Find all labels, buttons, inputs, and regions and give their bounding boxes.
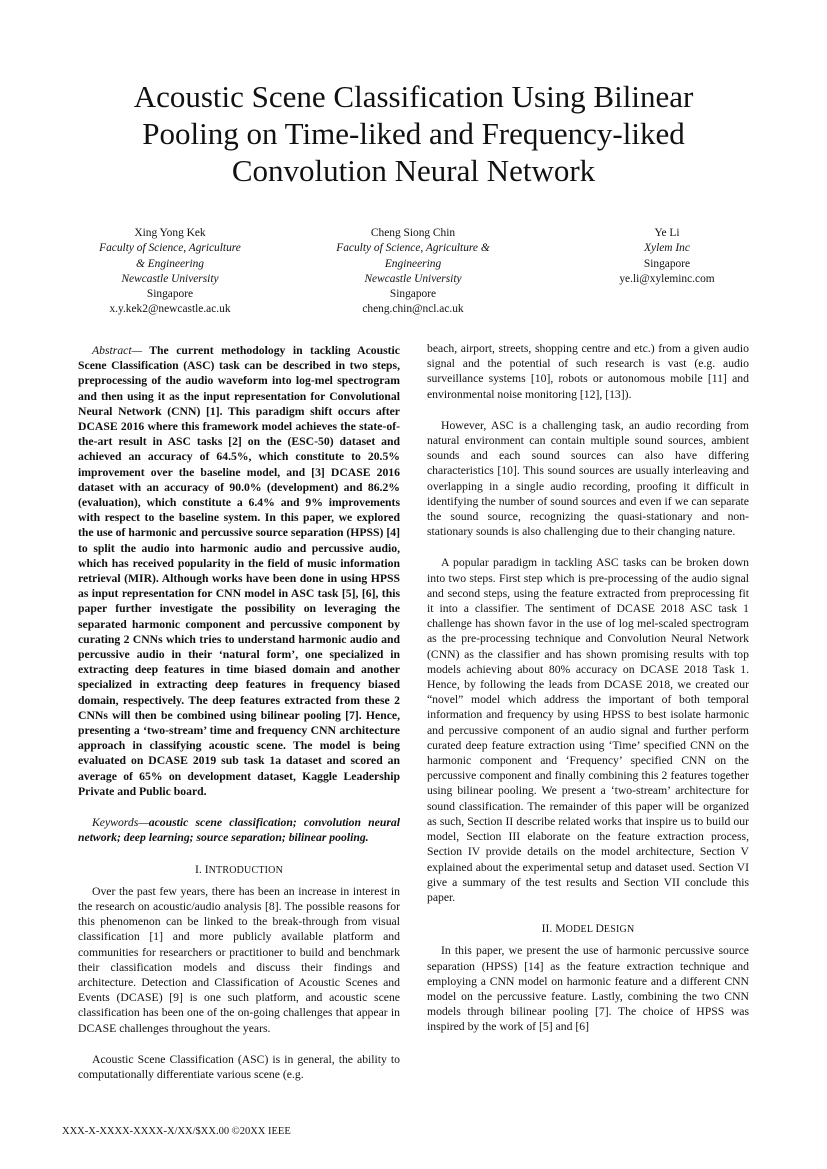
section-heading-model-design: II. MODEL DESIGN — [541, 922, 635, 936]
abstract — [78, 343, 400, 799]
abstract-label: Abstract— — [92, 344, 142, 357]
author-name: Cheng Siong Chin — [370, 227, 456, 239]
title-line-2: Pooling on Time-liked and Frequency-liked — [142, 116, 685, 151]
author-block-3 — [567, 226, 767, 287]
author-affiliation: Newcastle University — [364, 272, 462, 285]
author-affiliation: & Engineering — [135, 257, 205, 270]
author-block-2 — [313, 226, 513, 318]
intro-paragraph-2: Acoustic Scene Classification (ASC) is in general, the ability to computationally differentiate various scene (e.g. — [78, 1052, 400, 1081]
keywords-text: acoustic scene classification; convolution neural network; deep learning; source separation; bilinear pooling. — [78, 816, 400, 845]
intro-paragraph-4: A popular paradigm in tackling ASC tasks can be broken down into two steps. First step which is pre-processing of the audio signal and second steps, using the feature extracted from preprocessing fit it into a classifier. The sentiment of DCASE 2018 ASC task 1 challenge has shown favor in the use of log mel-scaled spectrogram as the pre-processing technique and Convolution Neural Network (CNN) as the classifier and has shown promising results with top models achieving about 80% accuracy on DCASE 2018 Task 1. Hence, by following the leads from DCASE 2018, we created our “novel” model which address the important of both temporal information and frequency by using HPSS to best isolate harmonic and percussive component of an audio signal and further perform curated deep feature extraction using ‘Time’ specified CNN on the harmonic component and ‘Frequency’ specified CNN on the percussive component and finally combining this 2 features together using bilinear pooling. We present a ‘two-stream’ architecture for sound classification. The remainder of this paper will be organized as such, Section II describe related works that inspire us to build our model, Section III elaborate on the feature extraction process, Section IV provide details on the model architecture, Section V explained about the experimental setup and dataset used. Section VI give a summary of the test results and Section VII conclude this paper. — [427, 556, 749, 904]
title-line-3: Convolution Neural Network — [231, 153, 596, 188]
author-affiliation: Faculty of Science, Agriculture — [99, 242, 241, 255]
author-country: Singapore — [146, 288, 194, 301]
author-email: ye.li@xyleminc.com — [619, 272, 715, 285]
keywords — [78, 815, 400, 845]
author-name: Xing Yong Kek — [134, 227, 206, 239]
intro-paragraph-continued: beach, airport, streets, shopping centre and etc.) from a given audio signal and the potential of such research is vast (e.g. audio surveillance systems [10], robots or autonomous mobile [11] and environmental noise monitoring [12], [13]). — [427, 342, 749, 401]
title-line-1: Acoustic Scene Classification Using Bilinear — [133, 79, 694, 114]
intro-paragraph-1: Over the past few years, there has been an increase in interest in the research on acoustic/audio analysis [8]. The possible reasons for this phenomenon can be linked to the break-through from visual classification [1] and more publicly available platform and communities for researchers or practitioner to build and benchmark their classification models and discuss their findings and architecture. Detection and Classification of Acoustic Scenes and Events (DCASE) [9] is one such platform, and acoustic scene classification has been one of the on-going challenges that appear in DCASE challenges throughout the years. — [78, 884, 400, 1035]
section-heading-introduction: I. INTRODUCTION — [194, 862, 284, 876]
model-design-paragraph-1: In this paper, we present the use of harmonic percussive source separation (HPSS) [14] as the feature extraction technique and employing a CNN model on harmonic feature and a different CNN model on the percussive feature. Lastly, combining the two CNN models through bilinear pooling [7]. The choice of HPSS was inspired by the work of [5] and [6] — [427, 944, 749, 1034]
intro-paragraph-3: However, ASC is a challenging task, an audio recording from natural environment can contain multiple sound sources, ambient sounds and each sound sources can also have differing characteristics [10]. This sound sources are usually interleaving and overlapping in a single audio recording, proofing it difficult in identifying the number of sound sources and even if we can separate the sound source, recognizing the quasi-stationary and non-stationary sounds is also challenging due to their changing nature. — [427, 418, 749, 539]
author-name: Ye Li — [654, 227, 680, 239]
left-column — [78, 343, 400, 1082]
author-affiliation: Newcastle University — [121, 272, 219, 285]
author-affiliation: Faculty of Science, Agriculture & — [336, 242, 490, 255]
right-column — [427, 341, 749, 1035]
author-affiliation: Engineering — [384, 257, 442, 270]
abstract-text: The current methodology in tackling Acoustic Scene Classification (ASC) task can be described in two steps, preprocessing of the audio waveform into log-mel spectrogram and then using it as the input representation for Convolutional Neural Network (CNN) [1]. This paradigm shift occurs after DCASE 2016 where this framework model achieves the state-of-the-art result in ASC tasks [2] on the (ESC-50) dataset and achieved an accuracy of 64.5%, which constitute to 20.5% improvement over the baseline model, and [3] DCASE 2016 dataset with an accuracy of 90.0% (development) and 86.2% (evaluation), which constitute a 6.4% and 9% improvements with respect to the baseline system. In this paper, we explored the use of harmonic and percussive source separation (HPSS) [4] to split the audio into harmonic audio and percussive audio, which has received popularity in the field of music information retrieval (MIR). Although works have been done in using HPSS as input representation for CNN model in ASC task [5], [6], this paper further investigate the possibility on leveraging the separated harmonic component and percussive component by curating 2 CNNs which tries to understand harmonic audio and percussive audio in their ‘natural form’, one specialized in extracting deep features in time biased domain and another specialized in extracting deep features in frequency biased domain, respectively. The deep features extracted from these 2 CNNs will then be combined using bilinear pooling [7]. Hence, presenting a ‘two-stream’ time and frequency CNN architecture approach in classifying acoustic scene. The model is being evaluated on DCASE 2019 sub task 1a dataset and scored an average of 65% on development dataset, Kaggle Leadership Private and Public board. — [78, 344, 400, 798]
author-affiliation: Xylem Inc — [644, 242, 690, 255]
author-email: x.y.kek2@newcastle.ac.uk — [109, 303, 231, 316]
author-country: Singapore — [389, 288, 437, 301]
copyright-footer: XXX-X-XXXX-XXXX-X/XX/$XX.00 ©20XX IEEE — [62, 1126, 291, 1137]
author-block-1 — [70, 226, 270, 318]
keywords-label: Keywords— — [92, 816, 149, 830]
author-email: cheng.chin@ncl.ac.uk — [362, 303, 464, 316]
paper-title — [70, 78, 757, 189]
author-country: Singapore — [643, 257, 691, 270]
